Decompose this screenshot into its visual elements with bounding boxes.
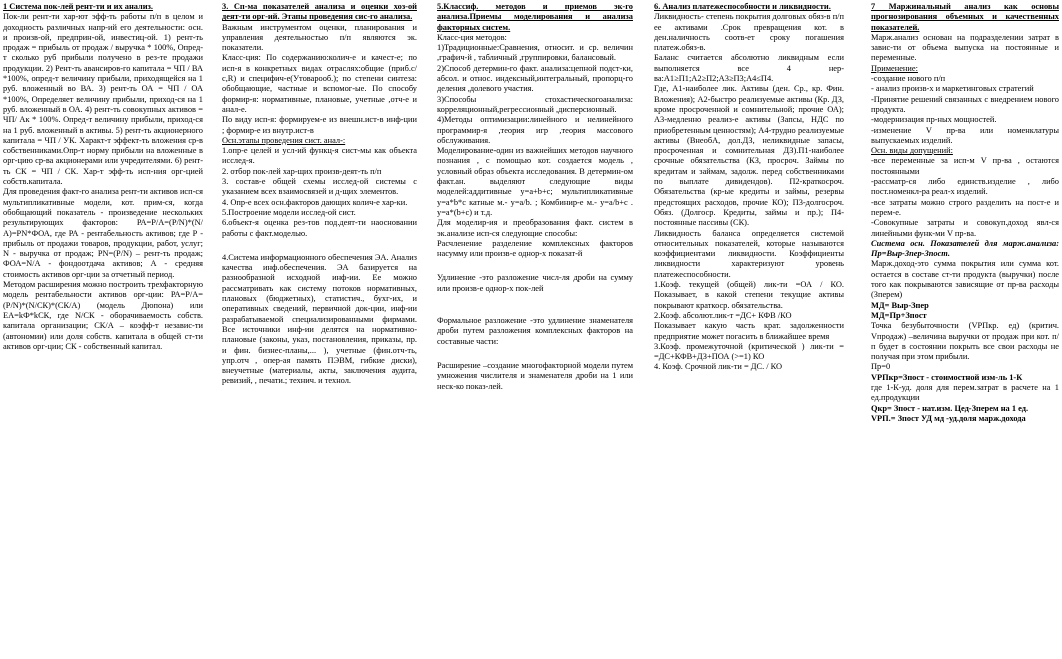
paragraph: Расчленение разделение комплексных факторов насумму или произв-е однор-х показат-й [437, 238, 633, 259]
section-title: 1 Система пок-лей рент-ти и их анализ. [3, 2, 154, 11]
section-title: 6. Анализ платежеспособности и ликвидности. [654, 2, 831, 11]
list-item: -изменение V пр-ва или номенклатуры выпускаемых изделий. [871, 125, 1059, 145]
formula: 4. Коэф. Срочной лик-ти = ДС. / КО [654, 362, 783, 372]
list-item: -Принятие решений связанных с внедрением нового продукта. [871, 94, 1059, 114]
paragraph: Ликвидность баланса определяется системой относительных показателей, которые называются коэффициентами ликвидности. Коэффициенты ликвидности характеризуют уровень платежеспособности. [654, 228, 844, 279]
list-item: 6.объект-я оценка рез-тов под.деят-ти наосновании работы с факт.моделью. [222, 218, 417, 238]
list-item: 4)Методы оптимизации:линейного и нелинейного программир-я ,теория игр ,теория массового обслуживания. [437, 115, 633, 145]
paragraph: Баланс считается абсолютно ликвидным если выполняется все 4 нер-ва:А1≥П1;А2≥П2;А3≥П3;А4≤П4. [654, 53, 844, 84]
list-item: 4. Опр-е всех осн.факторов дающих колич-е хар-ки. [222, 197, 408, 207]
paragraph: Формальное разложение -это удлинение знаменателя дроби путем разложения комплексных факторов на составные части: [437, 316, 633, 346]
list-item: -модернизация пр-ных мощностей. [871, 115, 997, 125]
paragraph: Методом расширения можно построить трехфакторную модель рентабельности активов орг-ции: РА=Р/А=(Р/N)*(N/СК)*(СК/А) (модель Дюпона) или ЕА=kФ*kСК, где N/СК - оборачиваемость собств. капитала организации; СК/А – коэфф-т независ-ти (автономии) или доля собств. капитала в общей ст-ти активов орг-ции; СК - собственный капитал. [3, 280, 203, 351]
list-item: - анализ произв-х и маркетинговых стратегий [871, 84, 1034, 94]
formula: 3.Коэф. промежуточной (критической ) лик-ти = =ДС+КФВ+ДЗ+ПОА (>=1) КО [654, 341, 844, 362]
section-title: 3. Сп-ма показателей анализа и оценки хоз-ой деят-ти орг-ий. Этапы проведения сис-го анализа. [222, 2, 417, 22]
paragraph: Показывает какую часть крат. задолженности предприятие может погасить в ближайшее время [654, 321, 844, 341]
list-item: -все переменные за исп-м V пр-ва , остаются постоянными [871, 156, 1059, 176]
paragraph: Класс-ция: По содержанию:колич-е и качест-е; по исп-я в конкретных видах отраслях:общие (приб.с/с,R) и специфич-е(Утоварооб.); по степени синтеза: обобщающие, частные и вспомог-ые. По способу формир-я: нормативные, плановые, учетные ,отч-е и анал-е. [222, 53, 417, 114]
list-item: 3)Способы стохастическогоанализа: корреляционный,регрессионный ,дисперсионный. [437, 94, 633, 114]
paragraph: Удлинение -это разложение числ-ля дроби на сумму или произв-е однор-х пок-лей [437, 273, 633, 293]
paragraph: Марж.доход-это сумма покрытия или сумма кот. остается в составе ст-ти продукта (выручки) после того как покрываются зависящие от пр-ва расходы (Зперем) [871, 259, 1059, 300]
section-analysis-methods [437, 2, 633, 657]
list-item: 2)Способ детермин-го факт. анализа:цепной подст-ки, абсол. и относ. индексный,интегральный, пропорц-го деления ,долевого участия. [437, 63, 633, 94]
list-item: 2. отбор пок-лей хар-щих произв-деят-ть п/п [222, 166, 382, 176]
list-item: -создание нового п/п [871, 74, 946, 84]
paragraph: Точка безубыточности (VРПкр. ед) (критич. Vпродаж) –величина выручки от продаж при кот. п/п будет в состоянии покрыть все свои расходы не получая при этом прибыли. [871, 321, 1059, 362]
list-item: 1)Традиционные:Сравнения, относит. и ср. величин ,графич-й , табличный ,группировки, балансовый. [437, 43, 633, 63]
paragraph: Для моделир-ия и преобразования факт. систем в эк.анализе исп-ся следующие способы: [437, 218, 633, 238]
paragraph: где 1-К-уд. доля для перем.затрат в расчете на 1 ед.продукции [871, 382, 1059, 403]
list-item: -Совокупные затраты и совокуп.доход явл-ся линейными функ-ми V пр-ва. [871, 218, 1059, 238]
list-item: 3. состав-е общей схемы исслед-ой системы с указанием всех взаимосвязей и д-щих элементов. [222, 177, 417, 197]
paragraph: Применение: [871, 63, 918, 73]
paragraph: Марж.анализ основан на подразделении затрат в завис-ти от объема выпуска на постоянные и переменные. [871, 32, 1059, 63]
section-title: 7 Маржинальный анализ как основы прогнозирования объемных и качественных показателей. [871, 2, 1059, 32]
formula: 2.Коэф. абсолют.лик-т =ДС+ КФВ /КО [654, 310, 792, 320]
list-item: 5.Построение модели исслед-ой сист. [222, 207, 356, 217]
paragraph: Расширение –создание многофакторной модели путем умножения числителя и знаменателя дроби на 1 или неск-ко показ-лей. [437, 360, 633, 391]
paragraph: По виду исп-я: формируем-е из внешн.ист-в инф-ции ; формир-е из внутр.ист-в [222, 115, 417, 135]
list-item: -все затраты можно строго разделить на пост-е и перем-е. [871, 197, 1059, 217]
formula: VРПкр=Зпост - стоимостной изм-ль 1-К [871, 372, 1023, 382]
paragraph: Ликвидность- степень покрытия долговых обяз-в п/п ее активами .Срок превращения кот. в ден.наличность соотв-ет сроку погашения платеж.обяз-в. [654, 12, 844, 53]
formula: VРП.= Зпост УД мд -уд.доля марж.дохода [871, 413, 1026, 423]
section-title: 5.Классиф. методов и приемов эк-го анализа.Приемы моделирования и анализа факторных систем. [437, 2, 633, 32]
formula: МД=Пр+Зпост [871, 310, 927, 320]
paragraph: Осн. виды допущений: [871, 146, 953, 156]
list-item: -рассматр-ся либо единств.изделие , либо пост.номенкл-ра реал-х изделий. [871, 177, 1059, 197]
formula: 1.Коэф. текущей (общей) лик-ти =ОА / КО. Показывает, в какой степени текущие активы покрывают краткоср. обязательства. [654, 280, 844, 310]
section-marginal-analysis [871, 2, 1059, 657]
paragraph: Система осн. Показателей для марж.анализа: Пр=Выр-Зпер-Зпост. [871, 238, 1059, 259]
paragraph: Моделирование-один из важнейших методов научного познания , с помощью кот. создается модель , условный образ объекта исследования. В детермин-ом факт.ан. выделяют следующие виды моделей:аддитивные у=а+b+c; мультипликативные у=a*b*c катные м.- у=а/b. ; Комбинир-е м.- у=а/b+c . у=а*(b+c) и т.д. [437, 146, 633, 217]
section-indicators-system [222, 2, 417, 657]
list-item: 1.опр-е целей и усл-ий функц-я сист-мы как объекта исслед-я. [222, 146, 417, 166]
formula: Qкр= Зпост - нат.изм. Цед-Зперем на 1 ед. [871, 403, 1029, 413]
paragraph: Где, А1-наиболее лик. Активы (ден. Ср., кр. Фин. Вложения); А2-быстро реализуемые активы (Кр. ДЗ, кроме просроченной и сомнительной; прочие ОА); А3-медленно реализ-е активы (Запсы, НДС по приобретенным ценностям); А4-трудно реализуемые активы (ВнеобА, дол.ДЗ, неликвидные запасы, просроченная и сомнительная ДЗ).П1-наиболее срочные обязательства (КЗ, просроч. Займы по кредитам и займам, задолж. перед собственниками по выплате дивидендов). П2-краткосроч. Обязательства (кр-ые кредиты и займы, резервы предстоящих расходов, прочие КО); П3-долгосроч. Обяз. (Долгоср. Кредиты, займы и пр.); П4-постоянные пассивы (СК). [654, 84, 844, 228]
paragraph: Осн.этапы проведения сист. анал-: [222, 135, 346, 145]
paragraph: Важным инструментом оценки, планирования и управления деятельностью п/п являются эк. показатели. [222, 22, 417, 53]
paragraph: 4.Система информационного обеспечения ЭА. Анализ качества инф.обеспечения. ЭА базируется на разнообразной исходной инф-ии. Ее можно рассматривать как систему потоков нормативных, плановых (бюджетных), статистич., бухг-их, и оперативных сведений, первичной док-ции, инф-ии разрабатываемой специализированными фирмами. Все источники инф-ии делятся на нормативно-плановые (законы, указ, постановления, приказы, пр. и фин. бизнес-планы,... ), учетные (фин.отч-ть, упр.отч , опер-ая память ПЭВМ, гибкие диски), внеучетные (материалы, акты, заключения аудита, ревизий, , печати.; технич. и технол. [222, 252, 417, 386]
section-liquidity [654, 2, 844, 657]
paragraph: Класс-ция методов: [437, 32, 507, 42]
section-profitability [3, 2, 203, 657]
paragraph: Для проведения факт-го анализа рент-ти активов исп-ся мультипликативные модели, кот. прим-ся, когда обобщающий показатель - произведение нескольких результирующих факторов: РА=Р/А=(Р/N)*(N/А)=РN*ФОА, где РА - рентабельность активов; где Р - прибыль от продажи товаров, продукции, работ, услуг; N - выручка от продаж; РN=(Р/N) – рент-ть продаж; ФОА=N/А - фондоотдача активов; А - средняя стоимость активов орг-ции за отчетный период. [3, 187, 203, 279]
paragraph: Пок-ли рент-ти хар-ют эфф-ть работы п/п в целом и доходность различных напр-ий его деятельности: осн. и произв-ой, предприн-ой, инвестиц-ой. 1) рент-ть продаж = прибыль от продаж / выручка * 100%, Опред-т сколько руб прибыли получено в рез-те продажи продукции. 2) Рент-ть авансиров-го капитала = ЧП / ВА *100%, опред-т величину прибыли, приходящейся на 1 руб. вложенный во ВА. 3) рент-ть ОА = ЧП / ОА *100%, Определяет величину прибыли, приход-ся на 1 руб. вложенный в ОА. 4) рент-ть совокупных активов = ЧП/ Ак * 100%. Опред-т величину прибыли, приход-ся на 1 руб. вложенный в активы. 5) рент-ть акционерного капитала = ЧП / УК. Характ-т эффект-ть вложения ср-в собственниками.Опр-т норму прибыли на вложенные в орг-цию ср-ва акционерами или учредителями. 6) рент-ть СК = ЧП / СК. Хар-т эфф-ть исп-ния орг-цией собств.капитала. [3, 12, 203, 187]
formula: Пр=0 [871, 362, 891, 372]
formula: МД= Выр-Зпер [871, 300, 929, 310]
